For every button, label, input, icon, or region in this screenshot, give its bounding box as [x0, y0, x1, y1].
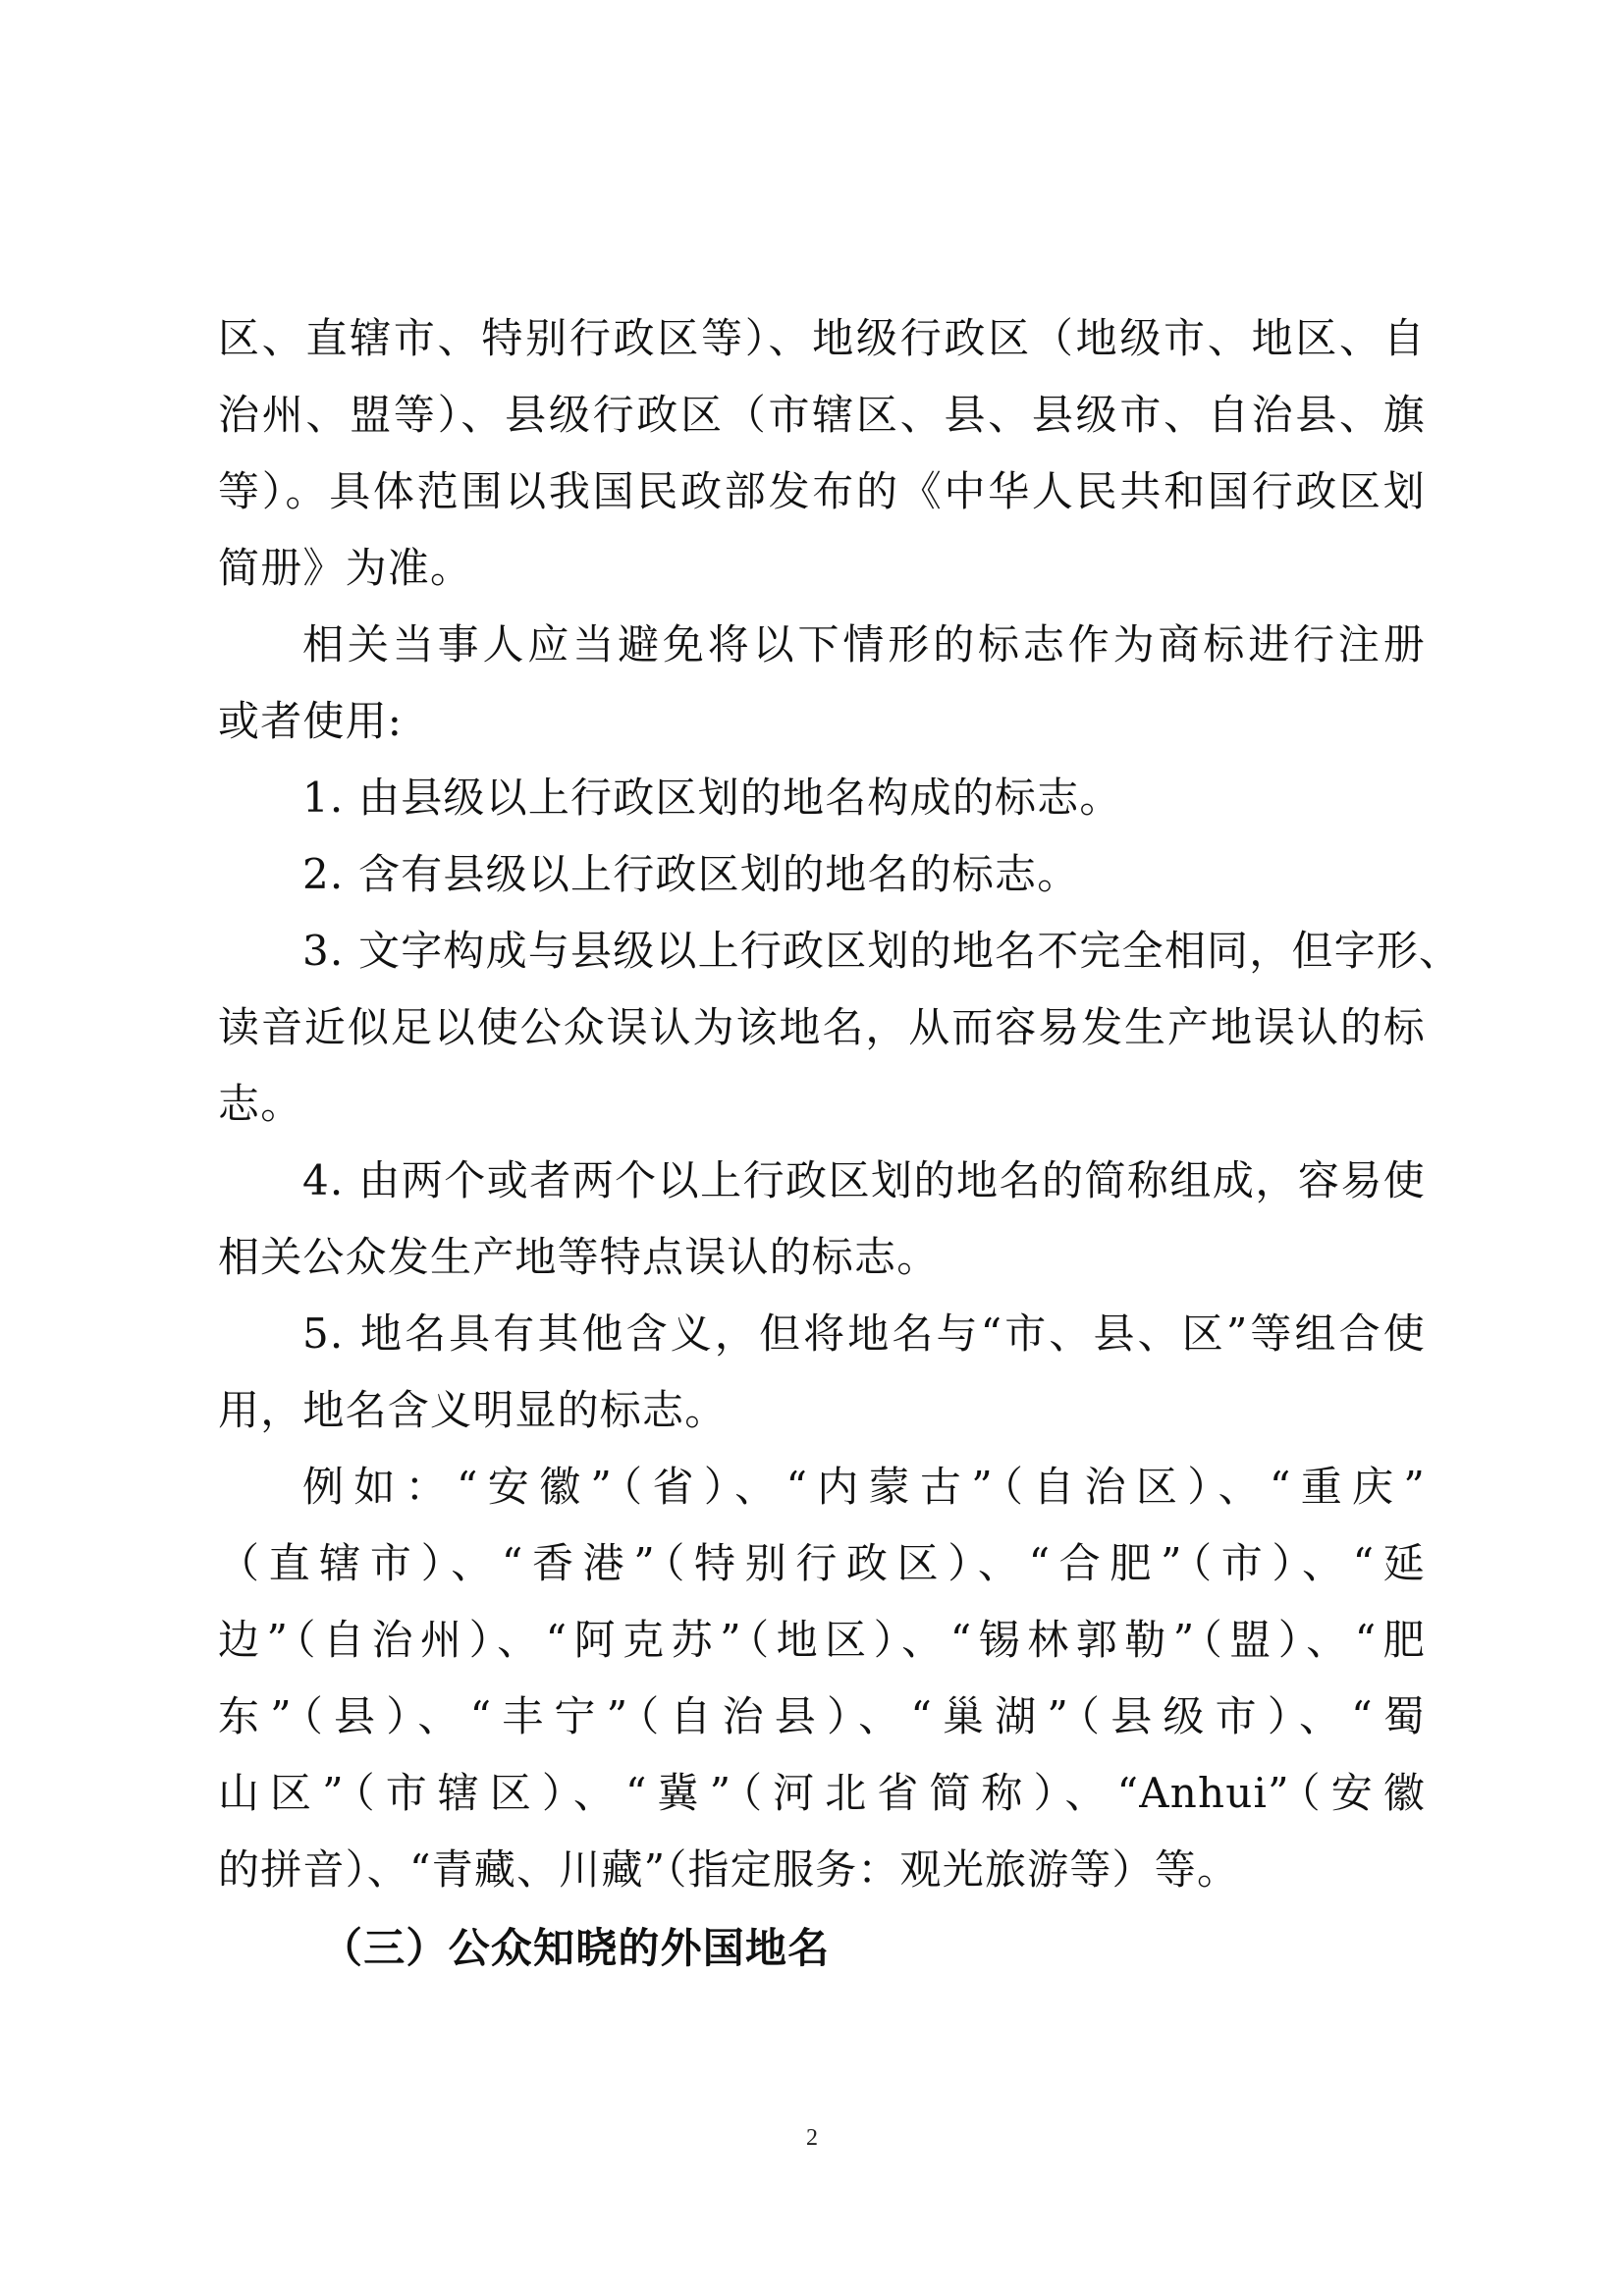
- paragraph-line: 用，地名含义明显的标志。: [218, 1386, 728, 1434]
- paragraph-line: 相关当事人应当避免将以下情形的标志作为商标进行注册: [302, 620, 1426, 668]
- example-line: 东”（县）、“丰宁”（自治县）、“巢湖”（县级市）、“蜀: [218, 1692, 1426, 1740]
- example-line: 边”（自治州）、“阿克苏”（地区）、“锡林郭勒”（盟）、“肥: [218, 1616, 1426, 1664]
- example-line: 山区”（市辖区）、“冀”（河北省简称）、“Anhui”（安徽: [218, 1769, 1426, 1817]
- list-item: 4. 由两个或者两个以上行政区划的地名的简称组成，容易使: [302, 1156, 1426, 1204]
- list-item: 3. 文字构成与县级以上行政区划的地名不完全相同，但字形、: [302, 927, 1462, 975]
- paragraph-line: 或者使用:: [218, 697, 404, 745]
- paragraph-line: 志。: [218, 1080, 303, 1128]
- paragraph-line: 读音近似足以使公众误认为该地名，从而容易发生产地误认的标: [218, 1003, 1426, 1051]
- paragraph-line: 等）。具体范围以我国民政部发布的《中华人民共和国行政区划: [218, 467, 1426, 515]
- list-item: 5. 地名具有其他含义，但将地名与“市、县、区”等组合使: [302, 1309, 1426, 1358]
- example-line: （直辖市）、“香港”（特别行政区）、“合肥”（市）、“延: [218, 1539, 1426, 1587]
- example-line: 例如：“安徽”（省）、“内蒙古”（自治区）、“重庆”: [302, 1463, 1426, 1511]
- example-line: 的拼音）、“青藏、川藏”（指定服务：观光旅游等）等。: [218, 1845, 1240, 1894]
- paragraph-line: 简册》为准。: [218, 544, 473, 592]
- list-item: 1. 由县级以上行政区划的地名构成的标志。: [302, 774, 1122, 822]
- section-heading: （三）公众知晓的外国地名: [321, 1924, 831, 1972]
- paragraph-line: 相关公众发生产地等特点误认的标志。: [218, 1233, 940, 1281]
- document-body: [218, 300, 1462, 1987]
- paragraph-line: 治州、盟等）、县级行政区（市辖区、县、县级市、自治县、旗: [218, 391, 1426, 439]
- page-number: 2: [806, 2125, 818, 2151]
- list-item: 2. 含有县级以上行政区划的地名的标志。: [302, 850, 1080, 898]
- paragraph-line: 区、直辖市、特别行政区等）、地级行政区（地级市、地区、自: [218, 314, 1426, 362]
